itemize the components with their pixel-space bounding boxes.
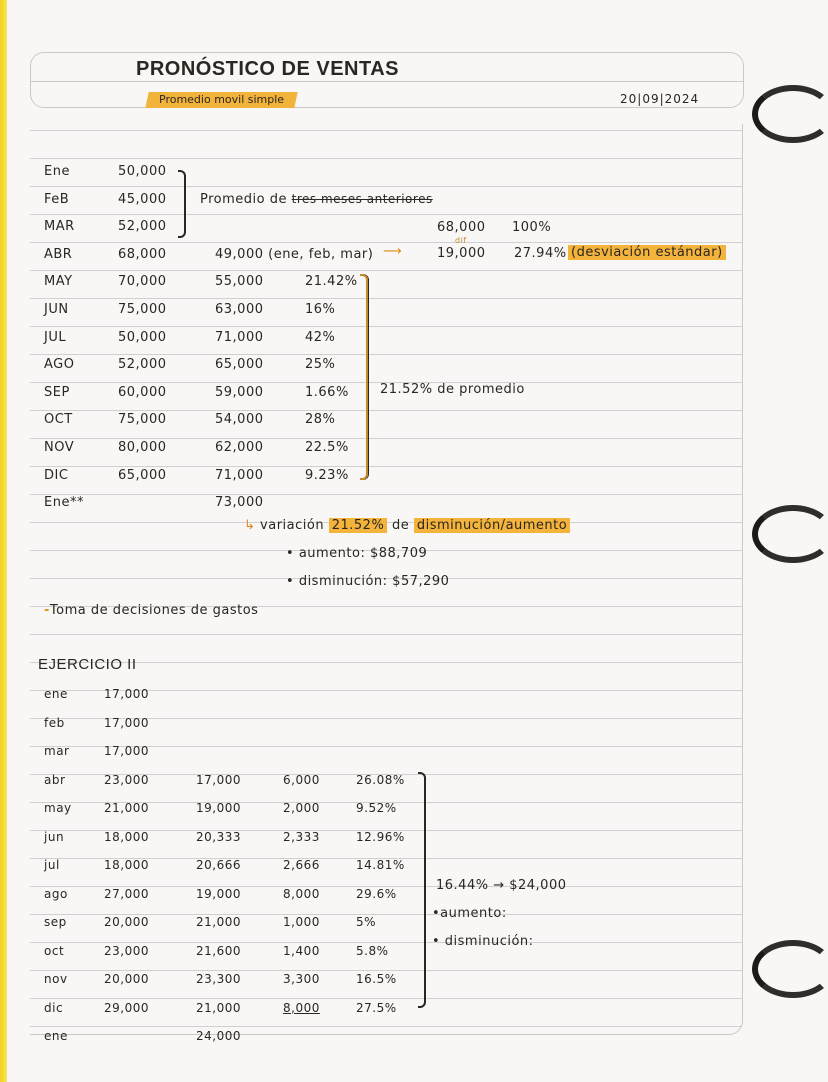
percent-value: 29.6%	[356, 886, 397, 901]
side-diff: 19,000	[437, 246, 486, 261]
month-label: may	[44, 801, 72, 815]
sales-value: 70,000	[118, 274, 167, 290]
binder-ring-icon	[752, 940, 828, 998]
sales-value: 60,000	[118, 384, 167, 400]
page-title: PRONÓSTICO DE VENTAS	[136, 58, 399, 80]
exercise2-increase: •aumento:	[432, 906, 507, 921]
month-label: Ene**	[44, 495, 84, 511]
exercise2-summary: 16.44% → $24,000	[436, 878, 567, 893]
forecast-value: 71,000	[215, 329, 264, 345]
forecast-value: 20,333	[196, 829, 241, 844]
difference-value: 1,400	[283, 943, 320, 958]
month-label: FeB	[44, 191, 70, 207]
sales-value: 20,000	[104, 972, 149, 986]
sales-value: 45,000	[118, 191, 167, 207]
difference-value: 2,666	[283, 858, 320, 872]
month-label: AGO	[44, 357, 75, 373]
sales-value: 27,000	[104, 886, 149, 901]
forecast-value: 73,000	[215, 495, 264, 511]
sales-value: 52,000	[118, 357, 167, 373]
difference-value: 3,300	[283, 972, 320, 986]
forecast-value: 19,000	[196, 801, 241, 815]
average-summary: 21.52% de promedio	[380, 382, 525, 397]
percent-value: 22.5%	[305, 440, 349, 455]
month-label: SEP	[44, 384, 70, 400]
std-dev-note: (desviación estándar)	[568, 245, 726, 260]
month-label: mar	[44, 744, 70, 758]
percent-value: 25%	[305, 357, 336, 373]
difference-value: 1,000	[283, 915, 320, 929]
subtitle-highlight	[145, 92, 297, 108]
subtitle: Promedio movil simple	[159, 93, 285, 106]
sales-value: 80,000	[118, 440, 167, 455]
binder-ring-icon	[752, 505, 828, 563]
month-label: JUL	[44, 329, 67, 345]
sales-value: 52,000	[118, 219, 167, 235]
month-label: NOV	[44, 440, 75, 455]
percent-value: 26.08%	[356, 772, 405, 787]
month-label: dic	[44, 1000, 64, 1015]
exercise2-decrease: • disminución:	[432, 934, 534, 949]
sales-value: 65,000	[118, 467, 167, 483]
notebook-edge	[0, 0, 7, 1082]
forecast-value: 55,000	[215, 274, 264, 290]
month-label: sep	[44, 915, 67, 929]
month-label: ago	[44, 886, 68, 901]
month-label: OCT	[44, 412, 73, 428]
month-label: ABR	[44, 246, 73, 262]
difference-value: 2,333	[283, 829, 320, 844]
percent-value: 5%	[356, 915, 377, 929]
percent-value: 42%	[305, 329, 336, 345]
decision-note: -Toma de decisiones de gastos	[44, 603, 259, 618]
forecast-value: 24,000	[196, 1029, 241, 1043]
sales-value: 18,000	[104, 829, 149, 844]
binder-ring-icon	[752, 85, 828, 143]
month-label: JUN	[44, 302, 69, 317]
sales-value: 50,000	[118, 329, 167, 345]
decrease-value: • disminución: $57,290	[286, 574, 450, 589]
month-label: DIC	[44, 467, 69, 483]
side-diff-pct: 27.94%	[514, 246, 567, 261]
month-label: ene	[44, 687, 68, 701]
month-label: jun	[44, 829, 65, 844]
sales-value: 17,000	[104, 744, 149, 758]
difference-value: 2,000	[283, 801, 320, 815]
month-label: Ene	[44, 164, 70, 179]
sales-value: 23,000	[104, 772, 149, 787]
percent-value: 12.96%	[356, 829, 405, 844]
sales-value: 75,000	[118, 412, 167, 428]
sales-value: 23,000	[104, 943, 149, 958]
sales-value: 50,000	[118, 164, 167, 179]
variation-note: ↳ variación 21.52% de disminución/aumento	[244, 518, 570, 533]
exercise2-title: EJERCICIO II	[38, 656, 137, 673]
difference-value: 8,000	[283, 886, 320, 901]
bracket-icon	[418, 772, 426, 1008]
side-actual: 68,000	[437, 220, 486, 235]
month-label: MAY	[44, 274, 73, 290]
arrow-right-icon: ⟶	[383, 244, 403, 259]
increase-value: • aumento: $88,709	[286, 546, 428, 561]
percent-value: 28%	[305, 412, 336, 428]
forecast-value: 59,000	[215, 384, 264, 400]
side-actual-pct: 100%	[512, 220, 552, 235]
difference-value: 8,000	[283, 1000, 320, 1015]
bracket-icon	[178, 170, 186, 238]
month-label: jul	[44, 858, 60, 872]
percent-value: 9.23%	[305, 467, 349, 483]
percent-value: 27.5%	[356, 1000, 397, 1015]
forecast-value: 17,000	[196, 772, 241, 787]
percent-value: 16%	[305, 302, 336, 317]
month-label: nov	[44, 972, 68, 986]
percent-value: 5.8%	[356, 943, 389, 958]
bracket-icon	[360, 274, 368, 480]
sales-value: 17,000	[104, 687, 149, 701]
month-label: ene	[44, 1029, 68, 1043]
forecast-value: 23,300	[196, 972, 241, 986]
forecast-value: 21,000	[196, 915, 241, 929]
percent-value: 21.42%	[305, 274, 358, 290]
percent-value: 9.52%	[356, 801, 397, 815]
forecast-value: 65,000	[215, 357, 264, 373]
diff-label: dif	[455, 236, 467, 245]
forecast-value: 21,600	[196, 943, 241, 958]
forecast-value: 20,666	[196, 858, 241, 872]
forecast-value: 21,000	[196, 1000, 241, 1015]
month-label: oct	[44, 943, 65, 958]
average-note: Promedio de tres meses anteriores	[200, 192, 433, 207]
forecast-value: 19,000	[196, 886, 241, 901]
sales-value: 68,000	[118, 246, 167, 262]
sales-value: 29,000	[104, 1000, 149, 1015]
turn-arrow-icon: ↳	[244, 518, 256, 533]
forecast-value: 54,000	[215, 412, 264, 428]
percent-value: 14.81%	[356, 858, 405, 872]
difference-value: 6,000	[283, 772, 320, 787]
forecast-value: 71,000	[215, 467, 264, 483]
sales-value: 17,000	[104, 715, 149, 730]
percent-value: 1.66%	[305, 384, 349, 400]
percent-value: 16.5%	[356, 972, 397, 986]
forecast-value: 62,000	[215, 440, 264, 455]
date: 20|09|2024	[620, 92, 700, 106]
month-label: feb	[44, 715, 65, 730]
sales-value: 21,000	[104, 801, 149, 815]
sales-value: 20,000	[104, 915, 149, 929]
month-label: MAR	[44, 219, 75, 235]
forecast-value: 49,000 (ene, feb, mar)	[215, 246, 374, 262]
sales-value: 75,000	[118, 302, 167, 317]
forecast-value: 63,000	[215, 302, 264, 317]
month-label: abr	[44, 772, 66, 787]
sales-value: 18,000	[104, 858, 149, 872]
